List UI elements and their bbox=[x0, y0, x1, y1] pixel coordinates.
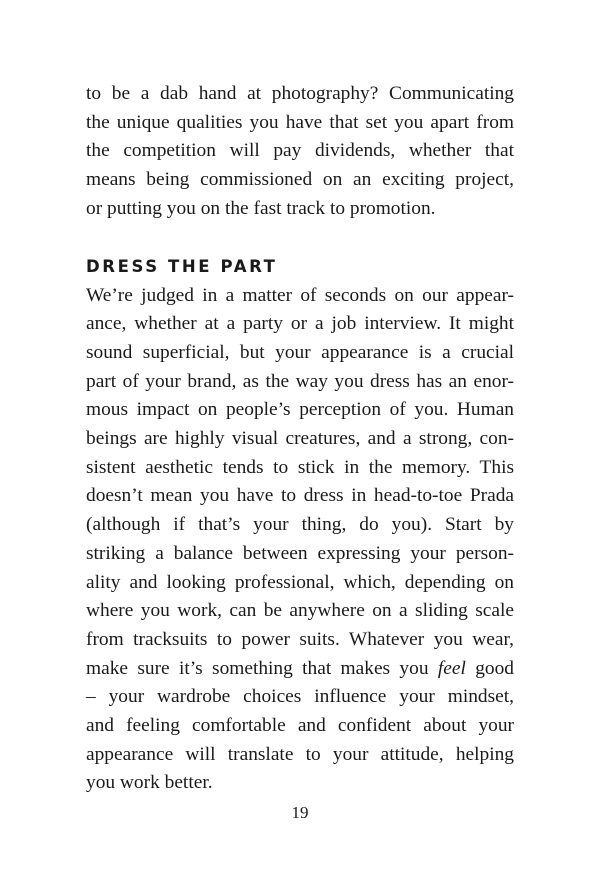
text-line: striking a balance between expressing your person- bbox=[86, 542, 514, 564]
intro-paragraph bbox=[86, 80, 514, 224]
text-line: part of your brand, as the way you dress has an enor- bbox=[86, 370, 514, 392]
text-line: sound superficial, but your appearance is a crucial bbox=[86, 341, 514, 363]
emphasis-word: feel bbox=[437, 657, 466, 679]
section-heading: DRESS THE PART bbox=[86, 256, 278, 276]
text-line: where you work, can be anywhere on a sliding scale bbox=[86, 600, 514, 622]
text-line: from tracksuits to power suits. Whatever you wear, bbox=[86, 628, 514, 650]
text-line: We’re judged in a matter of seconds on our appear- bbox=[86, 284, 514, 306]
text-line: the competition will pay dividends, whether that bbox=[86, 140, 514, 162]
text-line: ance, whether at a party or a job interview. It might bbox=[86, 313, 514, 335]
page-number: 19 bbox=[291, 803, 309, 822]
text-line-emphasis bbox=[86, 655, 514, 684]
text-segment: good bbox=[465, 657, 514, 679]
text-line: you work better. bbox=[86, 772, 213, 794]
text-line: to be a dab hand at photography? Communicating bbox=[86, 83, 514, 104]
body-paragraph bbox=[86, 282, 514, 799]
text-line: or putting you on the fast track to promotion. bbox=[86, 197, 436, 219]
text-line: doesn’t mean you have to dress in head-to-toe Prada bbox=[86, 485, 514, 507]
text-line: appearance will translate to your attitude, helping bbox=[86, 743, 514, 765]
text-line: beings are highly visual creatures, and a strong, con- bbox=[86, 428, 514, 450]
text-line: the unique qualities you have that set you apart from bbox=[86, 111, 514, 133]
text-line: mous impact on people’s perception of you. Human bbox=[86, 399, 514, 421]
text-line: (although if that’s your thing, do you). Start by bbox=[86, 514, 514, 536]
text-line: ality and looking professional, which, depending on bbox=[86, 571, 514, 593]
text-segment: make sure it’s something that makes you bbox=[86, 657, 438, 679]
text-line: and feeling comfortable and confident about your bbox=[86, 715, 514, 737]
page-body bbox=[86, 80, 514, 798]
text-line: sistent aesthetic tends to stick in the memory. This bbox=[86, 456, 514, 478]
text-line: – your wardrobe choices influence your mindset, bbox=[86, 686, 514, 708]
text-line: means being commissioned on an exciting project, bbox=[86, 169, 514, 191]
